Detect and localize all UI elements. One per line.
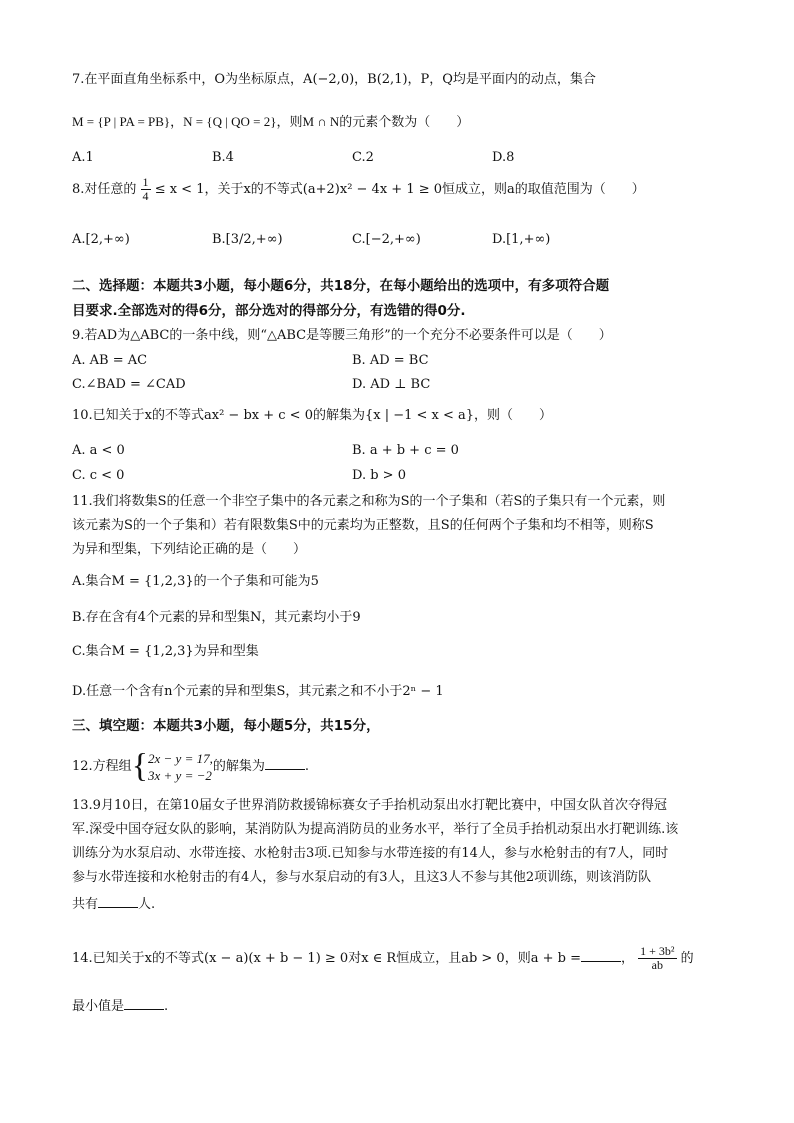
q9-option-d: D. AD ⊥ BC bbox=[352, 377, 431, 392]
q12-end: . bbox=[304, 759, 310, 774]
q14-answer-blank-1[interactable] bbox=[581, 947, 621, 962]
q7-option-c: C.2 bbox=[352, 150, 374, 165]
q9-option-c: C.∠BAD = ∠CAD bbox=[72, 377, 186, 392]
q11-option-c: C.集合M = {1,2,3}为异和型集 bbox=[72, 644, 259, 659]
q10-stem: 10.已知关于x的不等式ax² − bx + c < 0的解集为{x | −1 < x < a}，则（ ） bbox=[72, 408, 553, 423]
section-2-heading-line-1: 二、选择题：本题共3小题，每小题6分，共18分，在每小题给出的选项中，有多项符合题 bbox=[72, 278, 610, 294]
q11-option-d: D.任意一个含有n个元素的异和型集S，其元素之和不小于2ⁿ − 1 bbox=[72, 684, 444, 699]
q14-answer-blank-2[interactable] bbox=[124, 995, 164, 1010]
q8-option-b: B.[3/2,+∞) bbox=[212, 232, 283, 247]
q11-stem-line-3: 为异和型集，下列结论正确的是（ ） bbox=[72, 542, 307, 557]
q14-stem-line-2 bbox=[72, 995, 168, 1017]
q13-stem-line-3: 训练分为水泵启动、水带连接、水枪射击3项.已知参与水带连接的有14人，参与水枪射击的有7人，同时 bbox=[72, 846, 669, 861]
q9-stem: 9.若AD为△ABC的一条中线，则“△ABC是等腰三角形”的一个充分不必要条件可以是（ ） bbox=[72, 328, 612, 343]
q8-option-a: A.[2,+∞) bbox=[72, 232, 130, 247]
q12-equation-1: 2x − y = 17, bbox=[148, 750, 213, 766]
q7-option-a: A.1 bbox=[72, 150, 94, 165]
q13-stem-line-1: 13.9月10日，在第10届女子世界消防救援锦标赛女子手抬机动泵出水打靶比赛中，中国女队首次夺得冠 bbox=[72, 798, 668, 813]
q13-stem-line-4: 参与水带连接和水枪射击的有4人，参与水泵启动的有3人，且这3人不参与其他2项训练，则该消防队 bbox=[72, 870, 652, 885]
q10-option-c: C. c < 0 bbox=[72, 468, 125, 483]
q11-stem-line-1: 11.我们将数集S的任意一个非空子集中的各元素之和称为S的一个子集和（若S的子集只有一个元素，则 bbox=[72, 494, 666, 509]
q14-sep: ， bbox=[620, 951, 634, 966]
q14-suffix: 的 bbox=[680, 951, 694, 966]
q8-option-d: D.[1,+∞) bbox=[492, 232, 551, 247]
section-3-heading: 三、填空题：本题共3小题，每小题5分，共15分， bbox=[72, 718, 380, 734]
q12-equation-2: 3x + y = −2 bbox=[148, 767, 212, 783]
q13-stem-line-2: 军.深受中国夺冠女队的影响，某消防队为提高消防员的业务水平，举行了全员手抬机动泵出水打靶训练.该 bbox=[72, 822, 679, 837]
q13-line5-suffix: 人. bbox=[138, 897, 156, 912]
q8-prefix: 8.对任意的 bbox=[72, 182, 137, 197]
q10-option-b: B. a + b + c = 0 bbox=[352, 443, 459, 458]
q11-option-b: B.存在含有4个元素的异和型集N，其元素均小于9 bbox=[72, 610, 361, 625]
q14-line2-prefix: 最小值是 bbox=[72, 999, 125, 1014]
q8-option-c: C.[−2,+∞) bbox=[352, 232, 421, 247]
q14-frac-den: ab bbox=[651, 958, 663, 972]
q14-frac-num: 1 + 3b² bbox=[640, 944, 675, 958]
q13-line5-prefix: 共有 bbox=[72, 897, 99, 912]
q7-stem-line-1: 7.在平面直角坐标系中，O为坐标原点，A(−2,0)，B(2,1)，P，Q均是平面内的动点，集合 bbox=[72, 72, 596, 87]
q8-fraction bbox=[141, 176, 151, 203]
q7-stem-line-2: M = {P | PA = PB}，N = {Q | QO = 2}，则M ∩ N的元素个数为（ ） bbox=[72, 114, 470, 129]
q8-suffix: ≤ x < 1，关于x的不等式(a+2)x² − 4x + 1 ≥ 0恒成立，则a的取值范围为（ ） bbox=[154, 182, 645, 197]
left-brace-icon: { bbox=[131, 747, 149, 785]
q7-option-d: D.8 bbox=[492, 150, 515, 165]
q8-stem bbox=[72, 176, 645, 203]
q12-stem bbox=[72, 748, 309, 786]
q12-equation-system bbox=[148, 750, 213, 784]
q14-fraction bbox=[638, 945, 676, 972]
q9-option-b: B. AD = BC bbox=[352, 353, 429, 368]
section-2-heading-line-2: 目要求.全部选对的得6分，部分选对的得部分分，有选错的得0分. bbox=[72, 303, 466, 319]
q7-option-b: B.4 bbox=[212, 150, 234, 165]
q8-frac-num: 1 bbox=[142, 175, 149, 189]
q8-frac-den: 4 bbox=[142, 189, 149, 203]
q12-prefix: 12.方程组 bbox=[72, 759, 132, 774]
q13-answer-blank[interactable] bbox=[98, 893, 138, 908]
q10-option-d: D. b > 0 bbox=[352, 468, 406, 483]
q14-prefix: 14.已知关于x的不等式(x − a)(x + b − 1) ≥ 0对x ∈ R恒成立，且ab > 0，则a + b = bbox=[72, 951, 581, 966]
q14-line2-end: . bbox=[164, 999, 169, 1014]
q11-option-a: A.集合M = {1,2,3}的一个子集和可能为5 bbox=[72, 574, 319, 589]
q12-suffix: 的解集为 bbox=[212, 759, 265, 774]
q13-stem-line-5 bbox=[72, 893, 155, 915]
q14-stem-line-1 bbox=[72, 944, 694, 974]
q10-option-a: A. a < 0 bbox=[72, 443, 125, 458]
q9-option-a: A. AB = AC bbox=[72, 353, 148, 368]
q12-answer-blank[interactable] bbox=[265, 755, 305, 770]
q11-stem-line-2: 该元素为S的一个子集和）若有限数集S中的元素均为正整数，且S的任何两个子集和均不相等，则称S bbox=[72, 518, 654, 533]
